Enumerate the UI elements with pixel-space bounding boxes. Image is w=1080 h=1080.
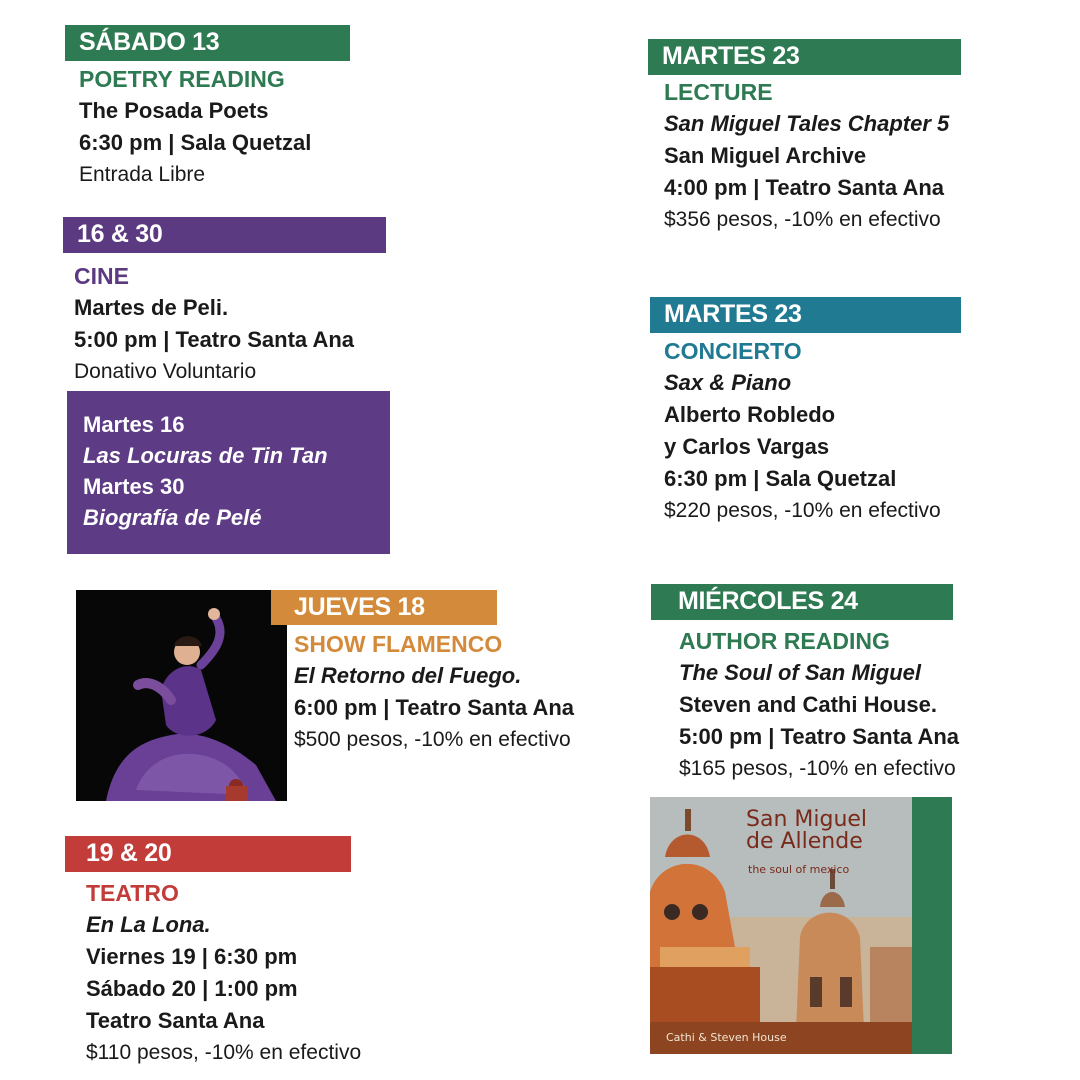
event-time-venue: 4:00 pm | Teatro Santa Ana — [664, 175, 945, 200]
event-performer: Alberto Robledo — [664, 402, 836, 427]
book-cover-image — [650, 797, 912, 1054]
book-title — [746, 809, 867, 853]
event-lecture — [664, 77, 949, 236]
book-cover — [650, 797, 952, 1054]
event-price: Entrada Libre — [79, 163, 206, 186]
event-price: $500 pesos, -10% en efectivo — [294, 728, 571, 751]
event-title: Martes de Peli. — [74, 295, 229, 320]
event-title: El Retorno del Fuego. — [294, 663, 522, 688]
film-title: Biografía de Pelé — [83, 505, 262, 530]
event-title: San Miguel Tales Chapter 5 — [664, 111, 950, 136]
date-bar-19-20 — [65, 836, 351, 872]
event-title: The Posada Poets — [79, 98, 269, 123]
event-title: En La Lona. — [86, 912, 211, 937]
date-bar-martes-23-lecture — [648, 39, 961, 75]
event-concierto — [664, 336, 941, 527]
event-date: 19 & 20 — [86, 839, 172, 867]
book-author: Cathi & Steven House — [666, 1031, 787, 1044]
date-bar-16-30 — [63, 217, 386, 253]
film-date: Martes 16 — [83, 412, 185, 437]
event-price: $356 pesos, -10% en efectivo — [664, 208, 941, 231]
date-bar-jueves-18 — [271, 590, 497, 625]
event-category: LECTURE — [664, 79, 773, 105]
flamenco-dancer-icon — [76, 590, 287, 801]
event-title: Sax & Piano — [664, 370, 792, 395]
book-subtitle: the soul of mexico — [748, 863, 850, 876]
event-price: $110 pesos, -10% en efectivo — [86, 1041, 362, 1064]
film-schedule-box — [67, 391, 390, 554]
event-category: SHOW FLAMENCO — [294, 631, 503, 657]
date-bar-sabado-13 — [65, 25, 350, 61]
event-date: MIÉRCOLES 24 — [678, 587, 858, 615]
book-title-line: San Miguel — [746, 807, 868, 832]
book-spine — [912, 797, 952, 1054]
event-time-venue: 6:30 pm | Sala Quetzal — [664, 466, 897, 491]
event-time-venue: 6:30 pm | Sala Quetzal — [79, 130, 312, 155]
film-date: Martes 30 — [83, 474, 185, 499]
event-price: $220 pesos, -10% en efectivo — [664, 499, 941, 522]
event-author-reading — [679, 626, 959, 785]
event-subtitle: San Miguel Archive — [664, 143, 867, 168]
event-date: MARTES 23 — [662, 42, 800, 70]
flamenco-dancer-photo — [76, 590, 287, 801]
event-cine — [74, 261, 354, 388]
event-teatro — [86, 878, 361, 1069]
event-date: JUEVES 18 — [294, 593, 425, 621]
event-showtime: Sábado 20 | 1:00 pm — [86, 976, 298, 1001]
event-date: 16 & 30 — [77, 220, 163, 248]
event-date: MARTES 23 — [664, 300, 802, 328]
event-venue: Teatro Santa Ana — [86, 1008, 265, 1033]
date-bar-martes-23-concierto — [650, 297, 961, 333]
event-showtime: Viernes 19 | 6:30 pm — [86, 944, 298, 969]
event-poetry-reading — [79, 64, 311, 191]
event-time-venue: 5:00 pm | Teatro Santa Ana — [679, 724, 960, 749]
event-price: Donativo Voluntario — [74, 360, 257, 383]
event-category: CINE — [74, 263, 129, 289]
event-time-venue: 6:00 pm | Teatro Santa Ana — [294, 695, 575, 720]
event-category: TEATRO — [86, 880, 179, 906]
event-performer: y Carlos Vargas — [664, 434, 830, 459]
event-date: SÁBADO 13 — [79, 28, 220, 56]
event-show-flamenco — [294, 629, 574, 756]
book-title-line: de Allende — [746, 829, 863, 854]
event-subtitle: Steven and Cathi House. — [679, 692, 937, 717]
event-category: AUTHOR READING — [679, 628, 890, 654]
event-category: CONCIERTO — [664, 338, 802, 364]
film-title: Las Locuras de Tin Tan — [83, 443, 328, 468]
event-price: $165 pesos, -10% en efectivo — [679, 757, 956, 780]
date-bar-miercoles-24 — [651, 584, 953, 620]
event-time-venue: 5:00 pm | Teatro Santa Ana — [74, 327, 355, 352]
event-title: The Soul of San Miguel — [679, 660, 921, 685]
event-category: POETRY READING — [79, 66, 285, 92]
